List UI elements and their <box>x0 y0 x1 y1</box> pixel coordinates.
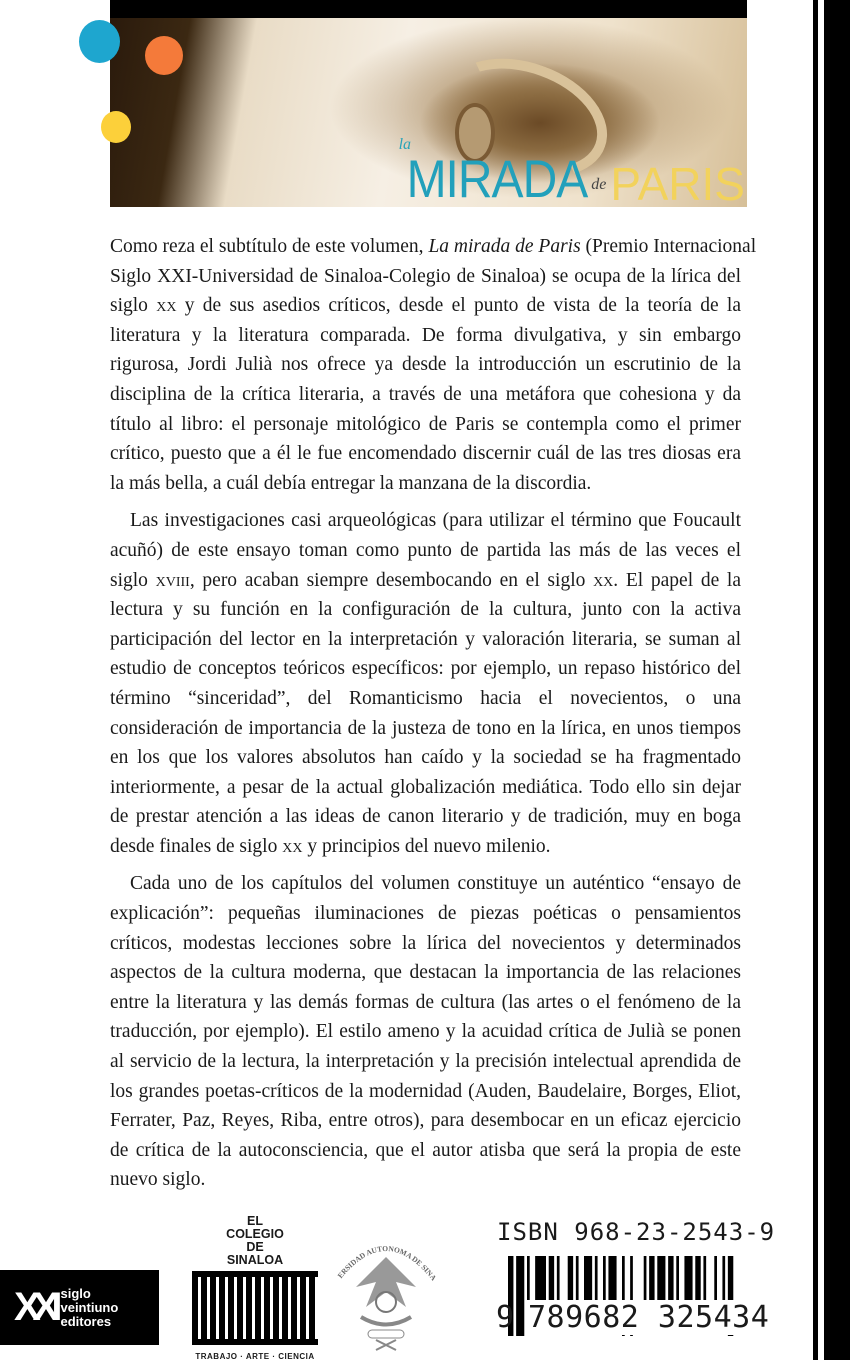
book-title <box>398 136 745 207</box>
text-segment: Ferrater, Paz, Reyes, Riba, entre otros), para desembocar en un eficaz ejercicio <box>110 1110 741 1132</box>
text-segment: interiormente, a pesar de la actual globalización mediática. Todo ello sin dejar <box>110 776 741 798</box>
text-segment: acuñó) de este ensayo toman como punto de partida las más de las veces el <box>110 539 741 561</box>
paragraph <box>110 232 757 498</box>
text-segment: de crítica de la autoconsciencia, que el autor atisba que será la propia de este <box>110 1139 741 1161</box>
veintiuno-word: veintiuno <box>60 1299 119 1315</box>
text-line <box>110 1136 741 1166</box>
cover-image-eye <box>110 18 747 207</box>
cyan-dot <box>79 20 120 63</box>
siglo-veintiuno-logo <box>0 1270 159 1345</box>
small-caps-numeral: xx <box>156 295 177 317</box>
text-line <box>110 1077 741 1107</box>
text-line <box>110 958 741 988</box>
text-segment: los grandes poetas-críticos de la modernidad (Auden, Baudelaire, Borges, Eliot, <box>110 1080 741 1102</box>
text-line <box>110 714 741 744</box>
uas-seal-text-path: UNIVERSIDAD AUTONOMA DE SINALOA <box>333 1225 439 1283</box>
text-segment: desde finales de siglo <box>110 835 283 857</box>
text-line <box>110 321 741 351</box>
text-segment: y de sus asedios críticos, desde el punto de vista de la teoría de la <box>176 295 741 317</box>
text-line <box>110 1106 741 1136</box>
text-line <box>110 773 741 803</box>
title-paris: PARIS <box>610 158 745 207</box>
back-cover-text <box>110 232 757 1203</box>
text-line <box>110 536 741 566</box>
text-segment: (Premio Internacional <box>580 236 757 257</box>
building-icon <box>192 1271 318 1345</box>
text-segment: de prestar atención a las ideas de canon literario y de tradición, muy en boga <box>110 806 741 828</box>
orange-dot <box>145 36 183 75</box>
text-line <box>110 1017 741 1047</box>
text-segment: participación del lector en la interpretación y valoración literaria, se suman al <box>110 628 741 650</box>
text-segment: siglo <box>110 295 157 317</box>
text-segment: Siglo XXI-Universidad de Sinaloa-Colegio de Sinaloa) se ocupa de la lírica del <box>110 265 741 287</box>
text-segment: disciplina de la crítica literaria, a través de una metáfora que cohesiona y da <box>110 383 741 405</box>
small-caps-numeral: xx <box>593 569 614 591</box>
text-segment: críticos, modestas lecciones sobre la lírica del novecientos y determinados <box>110 932 741 954</box>
text-segment: Cada uno de los capítulos del volumen constituye un auténtico “ensayo de <box>130 873 741 895</box>
isbn-label: ISBN 968-23-2543-9 <box>497 1218 776 1246</box>
text-line <box>110 654 741 684</box>
ean-digits: 789682 325434 <box>528 1300 770 1335</box>
text-segment: , pero acaban siempre desembocando en el siglo <box>189 569 594 591</box>
top-black-band <box>110 0 747 18</box>
text-segment: literatura y la literatura comparada. De forma divulgativa, y sin embargo <box>110 324 741 346</box>
text-segment: en los que los valores absolutos han caído y la sociedad se ha fragmentado <box>110 747 741 769</box>
siglo-xxi-mark: XXI <box>14 1285 55 1329</box>
paragraph <box>110 869 741 1195</box>
text-line <box>110 802 741 832</box>
text-line <box>110 832 741 862</box>
italic-title: La mirada de Paris <box>428 236 581 257</box>
paragraph <box>110 506 741 861</box>
text-segment: explicación”: pequeñas iluminaciones de piezas poéticas o pensamientos <box>110 903 741 925</box>
text-line <box>110 291 741 321</box>
editores-word: editores <box>60 1313 112 1329</box>
text-line <box>110 410 741 440</box>
text-segment: título al libro: el personaje mitológico de Paris se contempla como el primer <box>110 413 741 435</box>
yellow-dot <box>101 111 131 143</box>
text-line <box>110 469 741 499</box>
siglo-word: siglo <box>60 1285 91 1301</box>
title-de: de <box>591 176 607 193</box>
text-line <box>110 743 741 773</box>
small-caps-numeral: xx <box>282 835 303 857</box>
text-segment: . El papel de la <box>613 569 741 591</box>
colegio-de-sinaloa-logo <box>188 1215 322 1363</box>
text-segment: término “sinceridad”, del Romanticismo hacia el novecientos, o una <box>110 687 741 709</box>
colegio-line-3: DE <box>246 1240 264 1254</box>
text-segment: Las investigaciones casi arqueológicas (para utilizar el término que Foucault <box>130 510 741 532</box>
text-segment: la más bella, a cuál debía entregar la manzana de la discordia. <box>110 472 592 494</box>
text-line <box>110 1047 741 1077</box>
text-line <box>110 262 741 292</box>
colegio-line-2: COLEGIO <box>226 1227 284 1241</box>
text-line <box>110 899 741 929</box>
text-segment: nuevo siglo. <box>110 1169 206 1191</box>
text-line <box>110 595 741 625</box>
text-line <box>110 380 741 410</box>
text-line <box>110 1165 741 1195</box>
text-line <box>110 506 741 536</box>
text-segment: crítico, puesto que a él le fue encomendado discernir cuál de las tres diosas era <box>110 443 741 465</box>
text-line <box>110 684 741 714</box>
text-segment: Como reza el subtítulo de este volumen, <box>110 236 429 257</box>
text-line <box>110 988 741 1018</box>
barcode-bar <box>516 1256 524 1336</box>
title-mirada: MIRADA <box>406 150 588 207</box>
text-line <box>110 439 741 469</box>
text-line <box>110 869 741 899</box>
text-segment: al servicio de la lectura, la interpretación y la precisión intelectual aprendida de <box>110 1051 741 1073</box>
text-line <box>110 566 741 596</box>
text-segment: lectura y su función en la configuración de la cultura, junto con la activa <box>110 599 741 621</box>
text-line <box>110 350 741 380</box>
text-segment: rigurosa, Jordi Julià nos ofrece ya desde la introducción un escrutinio de la <box>110 354 741 376</box>
text-line <box>110 625 741 655</box>
text-segment: entre la literatura y las demás formas de cultura (las artes o el fenómeno de la <box>110 991 741 1013</box>
title-la: la <box>398 136 412 153</box>
ean-first-digit: 9 <box>496 1300 515 1335</box>
colegio-line-1: EL <box>247 1214 263 1228</box>
small-caps-numeral: xviii <box>155 569 190 591</box>
colegio-motto: TRABAJO · ARTE · CIENCIA <box>195 1352 315 1361</box>
text-segment: traducción, por ejemplo). El estilo ameno y la acuidad crítica de Julià se ponen <box>110 1021 741 1043</box>
colegio-line-4: SINALOA <box>226 1253 284 1267</box>
text-segment: consideración de importancia de la justeza de tono en la lírica, en unos tiempos <box>110 717 741 739</box>
text-segment: estudio de conceptos teóricos específicos: por ejemplo, un repaso histórico del <box>110 658 741 680</box>
right-edge-band <box>824 0 850 1360</box>
text-segment: y principios del nuevo milenio. <box>302 835 551 857</box>
uas-seal-icon <box>333 1225 439 1350</box>
text-segment: siglo <box>110 569 156 591</box>
text-line <box>110 232 757 262</box>
text-line <box>110 929 741 959</box>
right-edge-rule <box>813 0 818 1360</box>
text-segment: aspectos de la cultura moderna, que destacan la importancia de las relaciones <box>110 962 741 984</box>
